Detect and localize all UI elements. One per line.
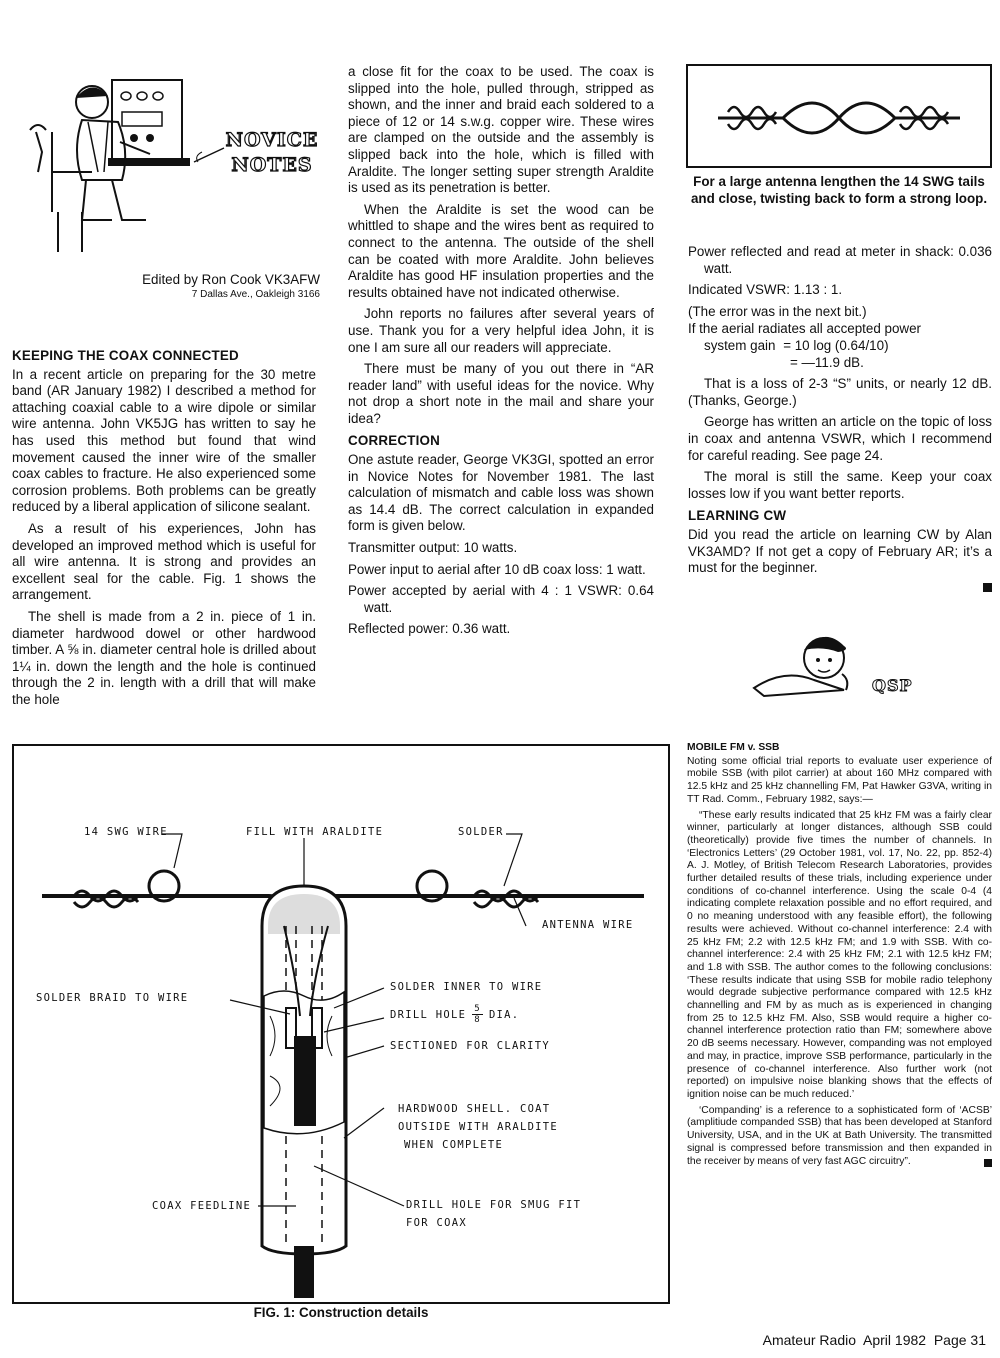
col1-paragraph-3: The shell is made from a 2 in. piece of 1 in. diameter hardwood dowel or other hardwood timber. A ⅝ in. diameter central hole is drilled about 1¼ in. down the length and the hole is continued through the 2 in. length with a drill that will make the hole bbox=[12, 608, 316, 707]
col3-paragraph-2: George has written an article on the topic of loss in coax and antenna VSWR, which I recommend for careful reading. See page 24. bbox=[688, 414, 992, 463]
novice-notes-logo bbox=[222, 128, 322, 178]
label-drill-hole-fit-1: DRILL HOLE FOR SMUG FIT bbox=[406, 1199, 582, 1211]
calc-line-2: Power input to aerial after 10 dB coax loss: 1 watt. bbox=[348, 561, 646, 577]
loop-figure bbox=[686, 64, 992, 168]
calc-line-7: If the aerial radiates all accepted power bbox=[688, 321, 921, 337]
calc-gain-result: = —11.9 dB. bbox=[790, 354, 864, 370]
col1-paragraph-2: As a result of his experiences, John has developed an improved method which is useful for all wire antenna. It is strong and provides an excellent seal for the cable. Fig. 1 shows the arrangement. bbox=[12, 520, 316, 603]
qsp-logo: QSP bbox=[872, 676, 913, 695]
novice-notes-cartoon bbox=[22, 72, 327, 257]
col3-paragraph-3: The moral is still the same. Keep your coax losses low if you want better reports. bbox=[688, 469, 992, 501]
col2-paragraph-2: When the Araldite is set the wood can be whittled to shape and the wires bent as required to connect to the antenna. The outside of the shell can be coated with more Araldite. John believes Araldite has good HF insulation properties and the results obtained have not indicated otherwise. bbox=[348, 201, 654, 300]
label-hardwood-shell-1: HARDWOOD SHELL. COAT bbox=[398, 1103, 551, 1115]
label-fill-araldite: FILL WITH ARALDITE bbox=[246, 826, 384, 838]
col1-paragraph-1: In a recent article on preparing for the 30 metre band (AR January 1982) I described a method for attaching coaxial cable to a wire dipole or similar wire antenna. John VK5JG has written to say he has used this method but found that wind movement caused the inner wire of the smaller coax cables to fracture. He also experienced some corrosion problems. Both problems can be greatly reduced by a liberal application of silicone sealant. bbox=[12, 366, 316, 515]
label-hardwood-shell-2: OUTSIDE WITH ARALDITE bbox=[398, 1121, 559, 1133]
editor-address: 7 Dallas Ave., Oakleigh 3166 bbox=[191, 289, 320, 300]
label-14-swg-wire: 14 SWG WIRE bbox=[84, 826, 168, 838]
label-drill-hole-text: DRILL HOLE bbox=[390, 1008, 467, 1021]
calc-line-3: Power accepted by aerial with 4 : 1 VSWR: 0.64 watt. bbox=[348, 583, 654, 615]
label-solder-inner: SOLDER INNER TO WIRE bbox=[390, 981, 543, 993]
label-antenna-wire: ANTENNA WIRE bbox=[542, 919, 634, 931]
column-3 bbox=[688, 244, 992, 596]
fraction-denominator: 8 bbox=[474, 1015, 481, 1025]
col3-paragraph-1: That is a loss of 2-3 “S” units, or nearly 12 dB. (Thanks, George.) bbox=[688, 376, 992, 408]
mobile-paragraph-3: ‘Companding’ is a reference to a sophisticated form of ‘ACSB’ (amplitiude companded SSB) that has been developed at Stanford University, USA, and in the UK at Bath University. The transmitted signal is compressed before transmission and then expanded in the receiver by means of very fast AGC circuitry”. bbox=[687, 1104, 992, 1167]
twisted-loop-drawing bbox=[688, 66, 990, 166]
editor-byline bbox=[110, 272, 320, 300]
calc-gain-formula: = 10 log (0.64/10) bbox=[783, 337, 889, 353]
label-drill-hole bbox=[390, 1004, 519, 1025]
heading-learning-cw: LEARNING CW bbox=[688, 508, 787, 524]
label-solder-braid: SOLDER BRAID TO WIRE bbox=[36, 992, 189, 1004]
logo-line-novice: NOVICE bbox=[225, 129, 319, 151]
calc-line-5: Power reflected and read at meter in shack: 0.036 watt. bbox=[688, 244, 992, 276]
label-solder: SOLDER bbox=[458, 826, 504, 838]
column-1 bbox=[12, 342, 316, 713]
qsp-cartoon bbox=[744, 628, 944, 708]
label-sectioned: SECTIONED FOR CLARITY bbox=[390, 1040, 551, 1052]
col2-paragraph-5: One astute reader, George VK3GI, spotted an error in Novice Notes for November 1981. The last calculation of mismatch and cable loss was shown as 14.4 dB. The correct calculation in expanded form is given below. bbox=[348, 452, 654, 534]
calc-line-4: Reflected power: 0.36 watt. bbox=[348, 621, 511, 637]
reading-boy-illustration bbox=[744, 628, 944, 708]
calc-line-1: Transmitter output: 10 watts. bbox=[348, 540, 518, 556]
label-hardwood-shell-3: WHEN COMPLETE bbox=[404, 1139, 504, 1151]
logo-line-notes: NOTES bbox=[231, 154, 313, 176]
label-drill-hole-fit bbox=[406, 1196, 581, 1232]
heading-keeping-coax: KEEPING THE COAX CONNECTED bbox=[12, 348, 239, 363]
mobile-paragraph-1: Noting some official trial reports to evaluate user experience of mobile SSB (with pilot carrier) at about 160 MHz compared with 12.5 kHz and 25 kHz channelling FM, Pat Hawker G3VA, writing in TT Rad. Comm., February 1982, says:— bbox=[687, 755, 992, 805]
figure-1-caption: FIG. 1: Construction details bbox=[253, 1305, 429, 1320]
col2-paragraph-1: a close fit for the coax to be used. The coax is slipped into the hole, pulled through, stripped as shown, and the inner and braid each soldered to a piece of 12 or 14 s.w.g. copper wire. These wires are clamped on the outside and the assembly is slipped back into the hole, which is filled with Araldite. The longer setting super strength Araldite is used as its penetration is better. bbox=[348, 64, 654, 196]
page-footer: Amateur Radio April 1982 Page 31 bbox=[762, 1332, 986, 1348]
calc-gain-line bbox=[688, 338, 992, 355]
col3-paragraph-4: Did you read the article on learning CW by Alan VK3AMD? If not get a copy of February AR; it’s a must for the beginner. bbox=[688, 526, 992, 576]
heading-correction: CORRECTION bbox=[348, 433, 441, 449]
loop-figure-caption: For a large antenna lengthen the 14 SWG tails and close, twisting back to form a strong loop. bbox=[690, 174, 988, 206]
fraction-five-eighths bbox=[472, 1004, 483, 1025]
calc-gain-label: system gain bbox=[704, 337, 776, 353]
label-dia: DIA. bbox=[488, 1008, 520, 1021]
label-drill-hole-fit-2: FOR COAX bbox=[406, 1217, 467, 1229]
col2-paragraph-4: There must be many of you out there in “AR reader land” with useful ideas for the novice. Why not drop a short note in the mail and share your idea? bbox=[348, 361, 654, 426]
heading-mobile-fm-ssb: MOBILE FM v. SSB bbox=[687, 742, 780, 753]
calc-note: (The error was in the next bit.) bbox=[688, 303, 867, 319]
editor-name: Edited by Ron Cook VK3AFW bbox=[142, 272, 320, 287]
mobile-paragraph-2: “These early results indicated that 25 kHz FM was a fairly clear winner, particularly at longer distances, although SSB could (theoretically) provide five times the number of channels. In ‘Electronics Letters’ (29 October 1981, vol. 17, No. 22, pp. 852-4) A. J. Motley, of British Telecom Research Laboratories, provides further detailed results of these trials, including experience under conditions of co-channel interference. Using the scale 0-4 (4 indicating complete relaxation possible and no effort required, and 0 no meaning understood with any feasible effort), the following results were achieved. Without co-channel interference: 2.4 with 25 kHz FM; 2.2 with 12.5 kHz FM; and 1.9 with SSB. With co-channel interference: 2.4 with 25 kHz FM; 2.1 with 12.5 kHz FM; and 1.8 with SSB. The author comes to the following conclusions: ‘These results indicate that using SSB for mobile radio telephony would degrade subjective performance compared with 12.5 kHz channelling and FM by as much as is experienced in changing from 25 to 12.5 kHz FM. Also, SSB would require a higher co-channel interference protection ratio than FM; somewhere above 20 dB seems necessary. However, companding was not employed and may, in practice, improve SSB performance, particularly in the presence of co-channel interference. Also further work (not reported) on impulsive noise blanking shows that the effects of ignition noise can be much reduced.’ bbox=[687, 809, 992, 1100]
calc-line-6: Indicated VSWR: 1.13 : 1. bbox=[688, 282, 843, 298]
mobile-fm-ssb-column bbox=[687, 742, 992, 1172]
figure-1 bbox=[12, 744, 670, 1304]
label-hardwood-shell bbox=[398, 1100, 558, 1154]
fraction-numerator: 5 bbox=[474, 1004, 481, 1014]
column-2 bbox=[348, 64, 654, 643]
col2-paragraph-3: John reports no failures after several years of use. Thank you for a very helpful idea John, it is one I am sure all our readers will appreciate. bbox=[348, 306, 654, 355]
label-coax-feedline: COAX FEEDLINE bbox=[152, 1200, 252, 1212]
end-mark bbox=[688, 580, 992, 597]
